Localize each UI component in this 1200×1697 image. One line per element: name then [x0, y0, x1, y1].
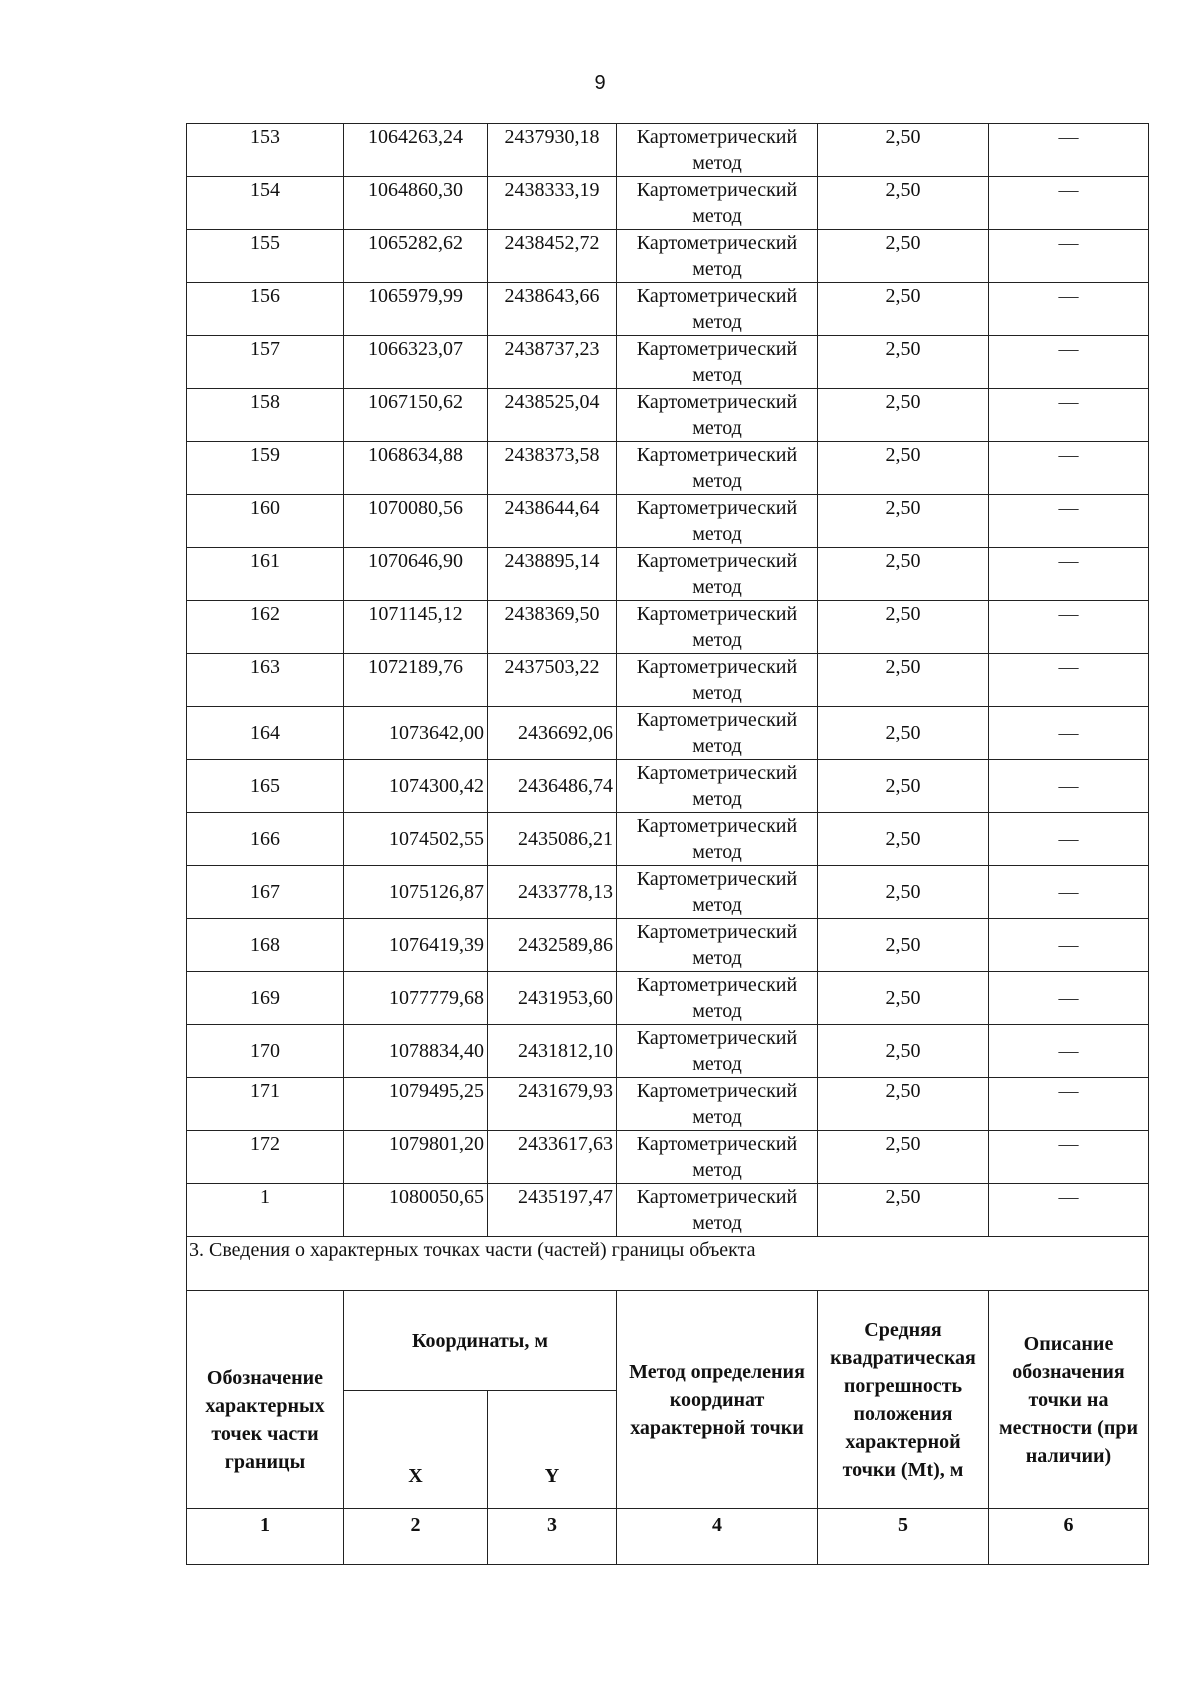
method-line-2: метод: [692, 1106, 742, 1128]
description: —: [989, 1025, 1149, 1078]
coord-y: 2435197,47: [488, 1184, 617, 1237]
point-number: 171: [187, 1078, 344, 1131]
header-x: X: [344, 1391, 488, 1509]
point-number: 155: [187, 230, 344, 283]
method: [617, 442, 818, 495]
method: [617, 336, 818, 389]
point-number: 172: [187, 1131, 344, 1184]
method-line-2: метод: [692, 841, 742, 863]
description: —: [989, 389, 1149, 442]
coord-y: 2431679,93: [488, 1078, 617, 1131]
method-line-2: метод: [692, 735, 742, 757]
table-row: [187, 336, 1149, 389]
method-line-1: Картометрический: [636, 762, 798, 784]
coord-x: 1066323,07: [344, 336, 488, 389]
method-line-2: метод: [692, 311, 742, 333]
mt-value: 2,50: [818, 230, 989, 283]
header-point-designation: Обозначение характерных точек части границы: [187, 1291, 344, 1509]
description: —: [989, 124, 1149, 177]
table-row: [187, 442, 1149, 495]
description: —: [989, 601, 1149, 654]
description: —: [989, 707, 1149, 760]
method-line-1: Картометрический: [636, 656, 798, 678]
table-row: [187, 124, 1149, 177]
coord-x: 1065979,99: [344, 283, 488, 336]
coord-y: 2431953,60: [488, 972, 617, 1025]
method: [617, 707, 818, 760]
description: —: [989, 813, 1149, 866]
method-line-1: Картометрический: [636, 550, 798, 572]
coord-x: 1072189,76: [344, 654, 488, 707]
method-line-2: метод: [692, 1053, 742, 1075]
method-line-1: Картометрический: [636, 1027, 798, 1049]
col-number-6: 6: [989, 1509, 1149, 1565]
coord-x: 1070646,90: [344, 548, 488, 601]
coord-x: 1064263,24: [344, 124, 488, 177]
method: [617, 813, 818, 866]
point-number: 164: [187, 707, 344, 760]
coord-x: 1071145,12: [344, 601, 488, 654]
method: [617, 1025, 818, 1078]
mt-value: 2,50: [818, 336, 989, 389]
coord-y: 2435086,21: [488, 813, 617, 866]
page-number: 9: [594, 72, 606, 94]
table-row: [187, 866, 1149, 919]
description: —: [989, 654, 1149, 707]
description: —: [989, 919, 1149, 972]
mt-value: 2,50: [818, 601, 989, 654]
table-row: [187, 177, 1149, 230]
point-number: 153: [187, 124, 344, 177]
point-number: 166: [187, 813, 344, 866]
mt-value: 2,50: [818, 283, 989, 336]
table-row: [187, 495, 1149, 548]
table-row: [187, 548, 1149, 601]
description: —: [989, 972, 1149, 1025]
col-number-3: 3: [488, 1509, 617, 1565]
coord-x: 1065282,62: [344, 230, 488, 283]
description: —: [989, 866, 1149, 919]
method: [617, 654, 818, 707]
table-row: [187, 1025, 1149, 1078]
method: [617, 972, 818, 1025]
point-number: 159: [187, 442, 344, 495]
header-coordinates: Координаты, м: [344, 1291, 617, 1391]
method-line-2: метод: [692, 788, 742, 810]
method-line-1: Картометрический: [636, 338, 798, 360]
point-number: 168: [187, 919, 344, 972]
table-row: [187, 813, 1149, 866]
method-line-2: метод: [692, 947, 742, 969]
point-number: 156: [187, 283, 344, 336]
section-title: 3. Сведения о характерных точках части (частей) границы объекта: [187, 1237, 1149, 1291]
coord-y: 2436486,74: [488, 760, 617, 813]
coord-y: 2438525,04: [488, 389, 617, 442]
mt-value: 2,50: [818, 177, 989, 230]
coord-x: 1068634,88: [344, 442, 488, 495]
coord-x: 1078834,40: [344, 1025, 488, 1078]
point-number: 157: [187, 336, 344, 389]
col-number-1: 1: [187, 1509, 344, 1565]
method-line-2: метод: [692, 258, 742, 280]
method: [617, 1131, 818, 1184]
coord-x: 1075126,87: [344, 866, 488, 919]
coord-y: 2438333,19: [488, 177, 617, 230]
mt-value: 2,50: [818, 1131, 989, 1184]
coord-y: 2432589,86: [488, 919, 617, 972]
description: —: [989, 495, 1149, 548]
method-line-2: метод: [692, 894, 742, 916]
coord-x: 1064860,30: [344, 177, 488, 230]
method-line-2: метод: [692, 576, 742, 598]
method-line-1: Картометрический: [636, 179, 798, 201]
mt-value: 2,50: [818, 124, 989, 177]
table-body: [187, 124, 1149, 1237]
col-number-2: 2: [344, 1509, 488, 1565]
method-line-2: метод: [692, 470, 742, 492]
coord-y: 2431812,10: [488, 1025, 617, 1078]
col-number-4: 4: [617, 1509, 818, 1565]
method: [617, 548, 818, 601]
mt-value: 2,50: [818, 866, 989, 919]
method-line-1: Картометрический: [636, 1080, 798, 1102]
table-row: [187, 654, 1149, 707]
mt-value: 2,50: [818, 760, 989, 813]
method-line-1: Картометрический: [636, 126, 798, 148]
method-line-1: Картометрический: [636, 444, 798, 466]
description: —: [989, 442, 1149, 495]
column-numbers-row: [187, 1509, 1149, 1565]
coord-x: 1067150,62: [344, 389, 488, 442]
method-line-2: метод: [692, 629, 742, 651]
method: [617, 1184, 818, 1237]
mt-value: 2,50: [818, 1184, 989, 1237]
coord-y: 2437503,22: [488, 654, 617, 707]
method: [617, 760, 818, 813]
point-number: 154: [187, 177, 344, 230]
header-method: Метод определения координат характерной точки: [617, 1291, 818, 1509]
table-row: [187, 707, 1149, 760]
coord-y: 2438643,66: [488, 283, 617, 336]
mt-value: 2,50: [818, 813, 989, 866]
mt-value: 2,50: [818, 495, 989, 548]
mt-value: 2,50: [818, 919, 989, 972]
section-3: [187, 1237, 1149, 1565]
coord-x: 1079495,25: [344, 1078, 488, 1131]
point-number: 1: [187, 1184, 344, 1237]
method: [617, 601, 818, 654]
description: —: [989, 336, 1149, 389]
description: —: [989, 283, 1149, 336]
mt-value: 2,50: [818, 1025, 989, 1078]
point-number: 161: [187, 548, 344, 601]
table-row: [187, 1131, 1149, 1184]
method: [617, 177, 818, 230]
method: [617, 124, 818, 177]
mt-value: 2,50: [818, 654, 989, 707]
coord-x: 1074502,55: [344, 813, 488, 866]
method-line-1: Картометрический: [636, 603, 798, 625]
coord-x: 1073642,00: [344, 707, 488, 760]
point-number: 169: [187, 972, 344, 1025]
description: —: [989, 548, 1149, 601]
method-line-2: метод: [692, 1159, 742, 1181]
table-row: [187, 230, 1149, 283]
coord-x: 1076419,39: [344, 919, 488, 972]
method-line-2: метод: [692, 1212, 742, 1234]
coord-x: 1070080,56: [344, 495, 488, 548]
description: —: [989, 760, 1149, 813]
method-line-1: Картометрический: [636, 232, 798, 254]
method-line-2: метод: [692, 152, 742, 174]
description: —: [989, 177, 1149, 230]
mt-value: 2,50: [818, 442, 989, 495]
table-row: [187, 389, 1149, 442]
table-row: [187, 972, 1149, 1025]
method-line-1: Картометрический: [636, 391, 798, 413]
header-row: [187, 1291, 1149, 1391]
method: [617, 283, 818, 336]
method-line-1: Картометрический: [636, 1186, 798, 1208]
method: [617, 919, 818, 972]
point-number: 163: [187, 654, 344, 707]
method: [617, 1078, 818, 1131]
description: —: [989, 1184, 1149, 1237]
method-line-1: Картометрический: [636, 497, 798, 519]
coord-y: 2438452,72: [488, 230, 617, 283]
header-y: Y: [488, 1391, 617, 1509]
method-line-1: Картометрический: [636, 285, 798, 307]
point-number: 158: [187, 389, 344, 442]
method-line-2: метод: [692, 682, 742, 704]
coord-y: 2436692,06: [488, 707, 617, 760]
mt-value: 2,50: [818, 707, 989, 760]
table-row: [187, 1184, 1149, 1237]
description: —: [989, 230, 1149, 283]
coord-x: 1074300,42: [344, 760, 488, 813]
method-line-1: Картометрический: [636, 709, 798, 731]
section-title-row: [187, 1237, 1149, 1291]
method-line-1: Картометрический: [636, 921, 798, 943]
coord-y: 2438373,58: [488, 442, 617, 495]
table-row: [187, 283, 1149, 336]
point-number: 170: [187, 1025, 344, 1078]
table-row: [187, 760, 1149, 813]
method-line-2: метод: [692, 417, 742, 439]
method-line-2: метод: [692, 1000, 742, 1022]
method-line-1: Картометрический: [636, 974, 798, 996]
coord-y: 2433617,63: [488, 1131, 617, 1184]
description: —: [989, 1131, 1149, 1184]
table-row: [187, 919, 1149, 972]
mt-value: 2,50: [818, 389, 989, 442]
coord-y: 2437930,18: [488, 124, 617, 177]
method: [617, 230, 818, 283]
table-row: [187, 601, 1149, 654]
method-line-2: метод: [692, 364, 742, 386]
header-mt: Средняя квадратическая погрешность положения характерной точки (Mt), м: [818, 1291, 989, 1509]
coord-x: 1077779,68: [344, 972, 488, 1025]
mt-value: 2,50: [818, 1078, 989, 1131]
header-description: Описание обозначения точки на местности (при наличии): [989, 1291, 1149, 1509]
coord-x: 1080050,65: [344, 1184, 488, 1237]
mt-value: 2,50: [818, 972, 989, 1025]
mt-value: 2,50: [818, 548, 989, 601]
method-line-1: Картометрический: [636, 868, 798, 890]
point-number: 160: [187, 495, 344, 548]
coord-y: 2438644,64: [488, 495, 617, 548]
coord-x: 1079801,20: [344, 1131, 488, 1184]
method: [617, 389, 818, 442]
coord-y: 2438737,23: [488, 336, 617, 389]
coord-y: 2433778,13: [488, 866, 617, 919]
method-line-2: метод: [692, 205, 742, 227]
coord-y: 2438369,50: [488, 601, 617, 654]
description: —: [989, 1078, 1149, 1131]
coord-y: 2438895,14: [488, 548, 617, 601]
table-row: [187, 1078, 1149, 1131]
point-number: 165: [187, 760, 344, 813]
point-number: 162: [187, 601, 344, 654]
col-number-5: 5: [818, 1509, 989, 1565]
method-line-2: метод: [692, 523, 742, 545]
method-line-1: Картометрический: [636, 1133, 798, 1155]
coordinates-table: [186, 123, 1149, 1565]
point-number: 167: [187, 866, 344, 919]
method: [617, 866, 818, 919]
method-line-1: Картометрический: [636, 815, 798, 837]
method: [617, 495, 818, 548]
